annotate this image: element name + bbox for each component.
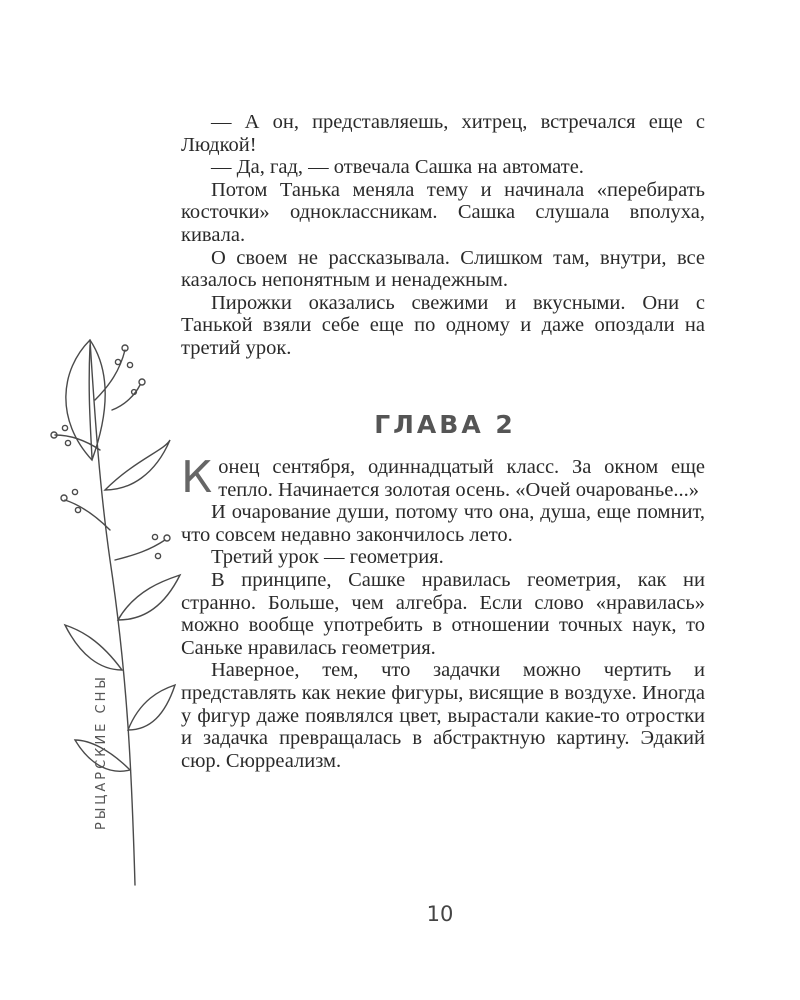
paragraph-first (181, 452, 705, 503)
paragraph: Третий урок — геометрия. (211, 546, 444, 569)
running-head: РЫЦАРСКИЕ СНЫ (94, 674, 109, 830)
chapter-text (181, 452, 705, 772)
drop-cap: К (181, 452, 213, 503)
botanical-branch-illustration (40, 300, 190, 890)
chapter-heading: ГЛАВА 2 (374, 410, 516, 439)
paragraph: — А он, представляешь, хитрец, встречался еще с Людкой! (181, 111, 705, 156)
continuation-text (181, 111, 705, 360)
paragraph: Наверное, тем, что задачки можно чертить и представлять как некие фигуры, висящие в воздухе. Иногда у фигур даже появлялся цвет, вырастали какие-то отростки и задачка превращалась в абстрактную картину. Эдакий сюр. Сюрреализм. (181, 659, 705, 772)
paragraph: И очарование души, потому что она, душа, еще помнит, что совсем недавно закончилось лето. (181, 501, 705, 546)
paragraph: В принципе, Сашке нравилась геометрия, как ни странно. Больше, чем алгебра. Если слово «нравилась» можно вообще употребить в отношении точных наук, то Саньке нравилась геометрия. (181, 568, 705, 659)
paragraph: Пирожки оказались свежими и вкусными. Они с Танькой взяли себе еще по одному и даже опоздали на третий урок. (181, 291, 705, 359)
first-paragraph-text: онец сентября, одиннадцатый класс. За окном еще тепло. Начинается золотая осень. «Очей очарованье...» (218, 456, 705, 501)
paragraph: Потом Танька меняла тему и начинала «перебирать косточки» одноклассникам. Сашка слушала вполуха, кивала. (181, 178, 705, 246)
paragraph: — Да, гад, — отвечала Сашка на автомате. (211, 156, 584, 179)
paragraph: О своем не рассказывала. Слишком там, внутри, все казалось непонятным и ненадежным. (181, 246, 705, 292)
page-number: 10 (426, 902, 454, 926)
